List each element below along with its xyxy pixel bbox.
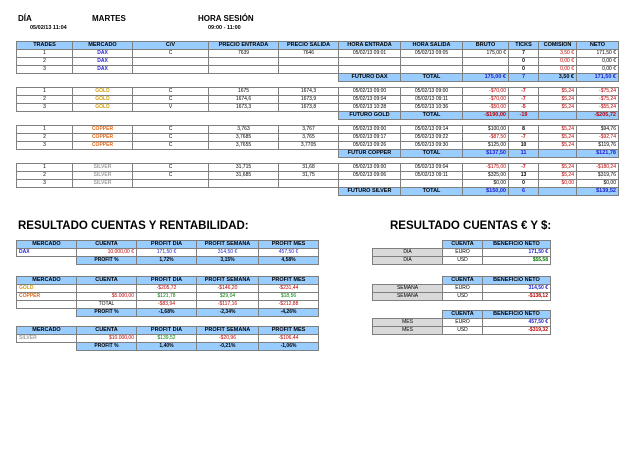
cv-cell: C: [133, 172, 209, 180]
total-word: TOTAL: [401, 188, 463, 196]
cuenta-cell: $5.000,00: [77, 293, 137, 301]
results-total-row: [17, 301, 319, 309]
comision-cell: $5,24: [539, 126, 577, 134]
mercado-cell: SILVER: [17, 335, 77, 343]
hora-salida-cell: 05/02/13 09:00: [401, 88, 463, 96]
neto-cell: -$55,24: [577, 104, 619, 112]
total-ticks: 6: [509, 188, 539, 196]
net-cell: -$138,12: [483, 293, 551, 301]
precio-salida-cell: [279, 66, 339, 74]
bruto-cell: [463, 66, 509, 74]
precio-entrada-cell: [209, 58, 279, 66]
session-label: HORA SESIÓN: [198, 14, 254, 23]
rcol-profit-semana: PROFIT SEMANA: [197, 277, 259, 285]
trade-row-copper-3: [17, 142, 619, 150]
profit-mes-cell: -$231,44: [259, 285, 319, 293]
profit-mes-cell: $18,56: [259, 293, 319, 301]
currency-row: [373, 249, 551, 257]
total-bruto: $150,00: [463, 188, 509, 196]
mercado-cell: DAX: [73, 50, 133, 58]
rcol-profit-mes: PROFIT MES: [259, 327, 319, 335]
ticks-cell: 10: [509, 142, 539, 150]
hora-salida-cell: 05/02/13 09:05: [401, 50, 463, 58]
rcol-mercado: MERCADO: [17, 277, 77, 285]
profit-pct-dia: -1,68%: [137, 309, 197, 317]
rcol-profit-dia: PROFIT DÍA: [137, 327, 197, 335]
bruto-cell: -$70,00: [463, 88, 509, 96]
precio-entrada-cell: 1675: [209, 88, 279, 96]
trade-number: 1: [17, 88, 73, 96]
rcol-profit-mes: PROFIT MES: [259, 241, 319, 249]
comision-cell: 3,50 €: [539, 50, 577, 58]
ticks-cell: 0: [509, 180, 539, 188]
profit-mes-cell: 457,50 €: [259, 249, 319, 257]
trade-number: 1: [17, 164, 73, 172]
mercado-cell: GOLD: [73, 88, 133, 96]
precio-entrada-cell: 1674,6: [209, 96, 279, 104]
hora-entrada-cell: [339, 66, 401, 74]
hora-salida-cell: 05/02/13 09:22: [401, 134, 463, 142]
total-neto: $121,78: [577, 150, 619, 158]
day-label: DÍA: [18, 14, 32, 23]
rcol-profit-semana: PROFIT SEMANA: [197, 327, 259, 335]
period-cell: SEMANA: [373, 285, 443, 293]
net-cell: 171,50 €: [483, 249, 551, 257]
bruto-cell: -$175,00: [463, 164, 509, 172]
comision-cell: $5,24: [539, 88, 577, 96]
mercado-cell: GOLD: [73, 96, 133, 104]
total-comision: [539, 188, 577, 196]
ccol-beneficio: BENEFICIO NETO: [483, 311, 551, 319]
precio-entrada-cell: 3,7655: [209, 142, 279, 150]
hora-entrada-cell: 05/02/13 09:04: [339, 96, 401, 104]
results-gc-profit-row: [17, 309, 319, 317]
cv-cell: C: [133, 164, 209, 172]
mercado-cell: GOLD: [73, 104, 133, 112]
neto-cell: 0,00 €: [577, 58, 619, 66]
trade-row-gold-1: [17, 88, 619, 96]
profit-pct-semana: -2,34%: [197, 309, 259, 317]
currency-semana-table: [372, 276, 551, 301]
precio-entrada-cell: 31,715: [209, 164, 279, 172]
profit-pct-semana: 3,15%: [197, 257, 259, 265]
col-precio-entrada: PRECIO ENTRADA: [209, 42, 279, 50]
mercado-cell: COPPER: [73, 142, 133, 150]
trade-number: 3: [17, 66, 73, 74]
precio-salida-cell: [279, 180, 339, 188]
total-label: TOTAL: [77, 301, 137, 309]
mercado-cell: GOLD: [17, 285, 77, 293]
cv-cell: C: [133, 50, 209, 58]
total-row-copper: [17, 150, 619, 158]
results-gold-copper-table: [16, 276, 319, 317]
neto-cell: $94,76: [577, 126, 619, 134]
bruto-cell: 175,00 €: [463, 50, 509, 58]
ticks-cell: 0: [509, 66, 539, 74]
trade-row-silver-3: [17, 180, 619, 188]
total-word: TOTAL: [401, 74, 463, 82]
rcol-mercado: MERCADO: [17, 241, 77, 249]
precio-salida-cell: 1673,9: [279, 96, 339, 104]
total-neto: $139,52: [577, 188, 619, 196]
total-mes: -$212,88: [259, 301, 319, 309]
ticks-cell: -7: [509, 88, 539, 96]
cv-cell: C: [133, 142, 209, 150]
hora-entrada-cell: 05/02/13 09:26: [339, 142, 401, 150]
trade-row-dax-1: [17, 50, 619, 58]
results-silver-row: [17, 335, 319, 343]
col-precio-salida: PRECIO SALIDA: [279, 42, 339, 50]
cuenta-cell: 10.000,00 €: [77, 249, 137, 257]
cv-cell: C: [133, 96, 209, 104]
trade-number: 2: [17, 58, 73, 66]
col-ticks: TICKS: [509, 42, 539, 50]
total-neto: 171,50 €: [577, 74, 619, 82]
total-market-label: FUTUR COPPER: [339, 150, 401, 158]
currency-row: [373, 327, 551, 335]
hora-salida-cell: 05/02/13 09:11: [401, 172, 463, 180]
ccol-cuenta: CUENTA: [443, 277, 483, 285]
cv-cell: [133, 180, 209, 188]
neto-cell: 0,00 €: [577, 66, 619, 74]
profit-pct-mes: 4,58%: [259, 257, 319, 265]
hora-salida-cell: [401, 58, 463, 66]
mercado-cell: COPPER: [73, 126, 133, 134]
trade-number: 3: [17, 142, 73, 150]
col-trades: TRADES: [17, 42, 73, 50]
rcol-mercado: MERCADO: [17, 327, 77, 335]
col-neto: NETO: [577, 42, 619, 50]
precio-salida-cell: 31,68: [279, 164, 339, 172]
results-silver-table: [16, 326, 319, 351]
total-word: TOTAL: [401, 112, 463, 120]
period-cell: DÍA: [373, 257, 443, 265]
session-value: 09:00 - 11:00: [208, 25, 241, 31]
mercado-cell: SILVER: [73, 180, 133, 188]
trade-number: 2: [17, 96, 73, 104]
precio-salida-cell: 1673,8: [279, 104, 339, 112]
profit-pct-mes: -4,26%: [259, 309, 319, 317]
mercado-cell: COPPER: [17, 293, 77, 301]
neto-cell: $319,76: [577, 172, 619, 180]
total-comision: 3,50 €: [539, 74, 577, 82]
hora-entrada-cell: [339, 58, 401, 66]
trade-row-silver-2: [17, 172, 619, 180]
ticks-cell: 13: [509, 172, 539, 180]
col-comision: COMISIÓN: [539, 42, 577, 50]
comision-cell: 0,00 €: [539, 58, 577, 66]
profit-dia-cell: 171,50 €: [137, 249, 197, 257]
hora-salida-cell: 05/02/13 09:14: [401, 126, 463, 134]
trade-row-dax-2: [17, 58, 619, 66]
trade-number: 1: [17, 126, 73, 134]
comision-cell: $0,00: [539, 180, 577, 188]
precio-salida-cell: 1674,3: [279, 88, 339, 96]
mercado-cell: SILVER: [73, 172, 133, 180]
cv-cell: V: [133, 104, 209, 112]
net-cell: $55,58: [483, 257, 551, 265]
hora-salida-cell: 05/02/13 10:36: [401, 104, 463, 112]
cuenta-cell: $10.000,00: [77, 335, 137, 343]
mercado-cell: SILVER: [73, 164, 133, 172]
currency-row: [373, 293, 551, 301]
neto-cell: $119,76: [577, 142, 619, 150]
comision-cell: $5,24: [539, 172, 577, 180]
mercado-cell: DAX: [73, 66, 133, 74]
comision-cell: $5,24: [539, 96, 577, 104]
profit-pct-mes: -1,06%: [259, 343, 319, 351]
currency-row: [373, 285, 551, 293]
trade-row-gold-2: [17, 96, 619, 104]
col-mercado: MERCADO: [73, 42, 133, 50]
profit-label: PROFIT %: [77, 309, 137, 317]
ticks-cell: 0: [509, 58, 539, 66]
bruto-cell: $125,00: [463, 142, 509, 150]
ccol-cuenta: CUENTA: [443, 241, 483, 249]
ticks-cell: -5: [509, 104, 539, 112]
total-row-dax: [17, 74, 619, 82]
results-dax-profit-row: [17, 257, 319, 265]
total-bruto: -$190,00: [463, 112, 509, 120]
total-ticks: -19: [509, 112, 539, 120]
precio-entrada-cell: [209, 66, 279, 74]
comision-cell: $5,24: [539, 104, 577, 112]
profit-dia-cell: -$205,72: [137, 285, 197, 293]
profit-semana-cell: -$146,20: [197, 285, 259, 293]
rcol-cuenta: CUENTA: [77, 241, 137, 249]
trades-table: [16, 41, 619, 196]
col-hora-salida: HORA SALIDA: [401, 42, 463, 50]
day-value: 05/02/13 11:04: [30, 25, 67, 31]
hora-entrada-cell: 05/02/13 09:00: [339, 88, 401, 96]
currency-cell: USD: [443, 293, 483, 301]
hora-entrada-cell: 05/02/13 09:17: [339, 134, 401, 142]
precio-salida-cell: 3,767: [279, 126, 339, 134]
total-ticks: 7: [509, 74, 539, 82]
profit-semana-cell: 314,50 €: [197, 249, 259, 257]
results-dax-row: [17, 249, 319, 257]
profit-pct-dia: 1,72%: [137, 257, 197, 265]
period-cell: MES: [373, 319, 443, 327]
ticks-cell: -7: [509, 164, 539, 172]
currency-row: [373, 257, 551, 265]
hora-entrada-cell: 05/02/13 09:06: [339, 172, 401, 180]
profit-pct-semana: -0,21%: [197, 343, 259, 351]
total-bruto: 175,00 €: [463, 74, 509, 82]
neto-cell: -$92,74: [577, 134, 619, 142]
ticks-cell: -7: [509, 96, 539, 104]
total-row-gold: [17, 112, 619, 120]
total-market-label: FUTURO GOLD: [339, 112, 401, 120]
net-cell: 457,50 €: [483, 319, 551, 327]
comision-cell: 0,00 €: [539, 66, 577, 74]
cv-cell: [133, 58, 209, 66]
col-cv: C/V: [133, 42, 209, 50]
cv-cell: [133, 66, 209, 74]
trade-row-copper-2: [17, 134, 619, 142]
trade-row-silver-1: [17, 164, 619, 172]
currency-cell: EURO: [443, 249, 483, 257]
bruto-cell: [463, 58, 509, 66]
bruto-cell: $100,00: [463, 126, 509, 134]
bruto-cell: $0,00: [463, 180, 509, 188]
precio-entrada-cell: [209, 180, 279, 188]
ccol-beneficio: BENEFICIO NETO: [483, 241, 551, 249]
total-row-silver: [17, 188, 619, 196]
bruto-cell: -$87,50: [463, 134, 509, 142]
trade-number: 1: [17, 50, 73, 58]
profit-mes-cell: -$106,44: [259, 335, 319, 343]
hora-entrada-cell: 05/02/13 10:28: [339, 104, 401, 112]
precio-salida-cell: 3,765: [279, 134, 339, 142]
results-copper-row: [17, 293, 319, 301]
results-dax-table: [16, 240, 319, 265]
profit-dia-cell: $139,52: [137, 335, 197, 343]
hora-salida-cell: [401, 180, 463, 188]
results-gold-row: [17, 285, 319, 293]
precio-entrada-cell: 31,685: [209, 172, 279, 180]
trade-number: 3: [17, 180, 73, 188]
ticks-cell: 8: [509, 126, 539, 134]
period-cell: SEMANA: [373, 293, 443, 301]
bruto-cell: $325,00: [463, 172, 509, 180]
precio-salida-cell: 3,7705: [279, 142, 339, 150]
currency-title: RESULTADO CUENTAS € Y $:: [390, 220, 552, 232]
total-ticks: 11: [509, 150, 539, 158]
hora-entrada-cell: [339, 180, 401, 188]
col-hora-entrada: HORA ENTRADA: [339, 42, 401, 50]
precio-salida-cell: [279, 58, 339, 66]
net-cell: 314,50 €: [483, 285, 551, 293]
currency-dia-table: [372, 240, 551, 265]
profit-label: PROFIT %: [77, 257, 137, 265]
neto-cell: -$75,24: [577, 88, 619, 96]
trade-row-copper-1: [17, 126, 619, 134]
comision-cell: $5,24: [539, 164, 577, 172]
currency-cell: USD: [443, 257, 483, 265]
mercado-cell: COPPER: [73, 134, 133, 142]
net-cell: -$319,32: [483, 327, 551, 335]
cv-cell: C: [133, 88, 209, 96]
neto-cell: -$75,24: [577, 96, 619, 104]
trades-header-row: [17, 42, 619, 50]
bruto-cell: -$70,00: [463, 96, 509, 104]
bruto-cell: -$50,00: [463, 104, 509, 112]
hora-salida-cell: 05/02/13 09:04: [401, 164, 463, 172]
trade-row-dax-3: [17, 66, 619, 74]
cv-cell: C: [133, 134, 209, 142]
period-cell: MES: [373, 327, 443, 335]
ticks-cell: 7: [509, 50, 539, 58]
weekday: MARTES: [92, 14, 126, 23]
hora-entrada-cell: 05/02/13 09:00: [339, 126, 401, 134]
total-comision: [539, 150, 577, 158]
profit-semana-cell: -$20,96: [197, 335, 259, 343]
currency-row: [373, 319, 551, 327]
rcol-profit-dia: PROFIT DÍA: [137, 277, 197, 285]
precio-entrada-cell: 3,763: [209, 126, 279, 134]
currency-cell: EURO: [443, 285, 483, 293]
currency-mes-table: [372, 310, 551, 335]
trade-number: 2: [17, 172, 73, 180]
total-semana: -$117,16: [197, 301, 259, 309]
total-market-label: FUTURO SILVER: [339, 188, 401, 196]
precio-entrada-cell: 1673,3: [209, 104, 279, 112]
precio-entrada-cell: 3,7685: [209, 134, 279, 142]
ticks-cell: -7: [509, 134, 539, 142]
precio-salida-cell: 7646: [279, 50, 339, 58]
period-cell: DÍA: [373, 249, 443, 257]
hora-entrada-cell: 05/02/13 09:01: [339, 50, 401, 58]
rcol-profit-mes: PROFIT MES: [259, 277, 319, 285]
mercado-cell: DAX: [17, 249, 77, 257]
currency-cell: USD: [443, 327, 483, 335]
rcol-cuenta: CUENTA: [77, 327, 137, 335]
hora-salida-cell: 05/02/13 09:11: [401, 96, 463, 104]
precio-salida-cell: 31,75: [279, 172, 339, 180]
cv-cell: C: [133, 126, 209, 134]
trade-number: 3: [17, 104, 73, 112]
rcol-profit-semana: PROFIT SEMANA: [197, 241, 259, 249]
profit-pct-dia: 1,40%: [137, 343, 197, 351]
rcol-profit-dia: PROFIT DÍA: [137, 241, 197, 249]
total-bruto: $137,50: [463, 150, 509, 158]
ccol-beneficio: BENEFICIO NETO: [483, 277, 551, 285]
trade-row-gold-3: [17, 104, 619, 112]
neto-cell: -$180,24: [577, 164, 619, 172]
profit-label: PROFIT %: [77, 343, 137, 351]
neto-cell: 171,50 €: [577, 50, 619, 58]
total-neto: -$205,72: [577, 112, 619, 120]
comision-cell: $5,24: [539, 142, 577, 150]
total-comision: [539, 112, 577, 120]
profit-dia-cell: $121,78: [137, 293, 197, 301]
ccol-cuenta: CUENTA: [443, 311, 483, 319]
rcol-cuenta: CUENTA: [77, 277, 137, 285]
currency-cell: EURO: [443, 319, 483, 327]
profit-semana-cell: $29,04: [197, 293, 259, 301]
precio-entrada-cell: 7639: [209, 50, 279, 58]
results-silver-profit-row: [17, 343, 319, 351]
total-dia: -$83,94: [137, 301, 197, 309]
mercado-cell: DAX: [73, 58, 133, 66]
neto-cell: $0,00: [577, 180, 619, 188]
total-word: TOTAL: [401, 150, 463, 158]
trade-number: 2: [17, 134, 73, 142]
hora-entrada-cell: 05/02/13 09:00: [339, 164, 401, 172]
comision-cell: $5,24: [539, 134, 577, 142]
hora-salida-cell: 05/02/13 09:30: [401, 142, 463, 150]
col-bruto: BRUTO: [463, 42, 509, 50]
total-market-label: FUTURO DAX: [339, 74, 401, 82]
hora-salida-cell: [401, 66, 463, 74]
results-title: RESULTADO CUENTAS Y RENTABILIDAD:: [18, 220, 249, 232]
